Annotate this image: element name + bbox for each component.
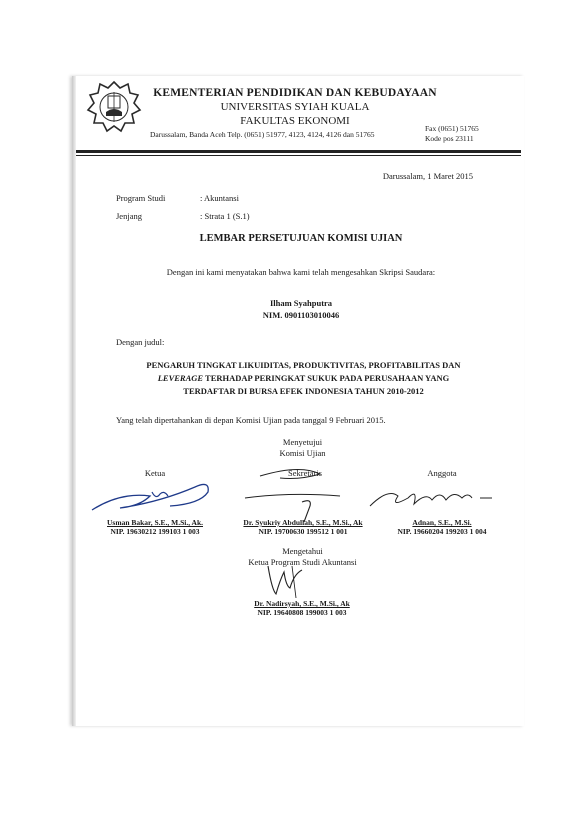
head-signature: [262, 560, 322, 600]
secretary-name: Dr. Syukriy Abdullah, S.E., M.Si., Ak: [243, 518, 363, 527]
chair-signature: [90, 472, 230, 517]
role-secretary: Sekretaris: [288, 468, 322, 478]
faculty-address: Darussalam, Banda Aceh Telp. (0651) 51977, 4123, 4124, 4126 dan 51765: [150, 130, 375, 139]
university-logo: [86, 78, 142, 140]
intro-statement: Dengan ini kami menyatakan bahwa kami telah mengesahkan Skripsi Saudara:: [166, 267, 436, 277]
thesis-title-leverage: LEVERAGE: [157, 373, 204, 383]
university-name: UNIVERSITAS SYIAH KUALA: [220, 101, 370, 113]
fax-postal-block: [425, 124, 520, 144]
thesis-title-line3: TERDAFTAR DI BURSA EFEK INDONESIA TAHUN 2010-2012: [183, 386, 424, 396]
letter-date: Darussalam, 1 Maret 2015: [382, 171, 473, 181]
committee-heading-approve: Menyetujui: [282, 437, 323, 447]
student-nim: NIM. 0901103010046: [262, 310, 340, 320]
approval-position: Ketua Program Studi Akuntansi: [248, 557, 357, 567]
letterhead-rule-thin: [76, 155, 521, 156]
field-value-program: : Akuntansi: [200, 193, 239, 203]
field-label-program: Program Studi: [116, 193, 166, 203]
ministry-name: KEMENTERIAN PENDIDIKAN DAN KEBUDAYAAN: [153, 87, 437, 99]
member-signature: [368, 478, 498, 513]
defense-statement: Yang telah dipertahankan di depan Komisi Ujian pada tanggal 9 Februari 2015.: [116, 415, 386, 425]
secretary-signature: [240, 462, 360, 522]
field-label-level: Jenjang: [116, 211, 142, 221]
secretary-nip: NIP. 19700630 199512 1 001: [258, 527, 348, 536]
role-chair: Ketua: [144, 468, 166, 478]
approval-heading: Mengetahui: [282, 546, 323, 556]
role-member: Anggota: [427, 468, 457, 478]
letterhead-rule-thick: [76, 150, 521, 153]
head-name: Dr. Nadirsyah, S.E., M.Si., Ak: [254, 599, 350, 608]
thesis-label: Dengan judul:: [116, 337, 165, 347]
faculty-name: FAKULTAS EKONOMI: [240, 115, 350, 127]
thesis-title-line2-rest: TERHADAP PERINGKAT SUKUK PADA PERUSAHAAN YANG: [203, 373, 450, 383]
chair-nip: NIP. 19630212 199103 1 003: [110, 527, 200, 536]
postal-code: Kode pos 23111: [425, 134, 474, 143]
thesis-title-line2: [116, 372, 491, 385]
scan-edge: [72, 76, 76, 726]
member-name: Adnan, S.E., M.Si.: [412, 518, 472, 527]
head-nip: NIP. 19640808 199003 1 003: [257, 608, 347, 617]
chair-name: Usman Bakar, S.E., M.Si., Ak.: [107, 518, 203, 527]
student-name: Ilham Syahputra: [269, 298, 333, 308]
member-nip: NIP. 19660204 199203 1 004: [397, 527, 487, 536]
field-value-level: : Strata 1 (S.1): [200, 211, 250, 221]
document-title: LEMBAR PERSETUJUAN KOMISI UJIAN: [199, 233, 403, 244]
fax-number: Fax (0651) 51765: [425, 124, 479, 133]
thesis-title-line1: PENGARUH TINGKAT LIKUIDITAS, PRODUKTIVITAS, PROFITABILITAS DAN: [146, 360, 461, 370]
thesis-title: [116, 359, 491, 398]
committee-heading: Komisi Ujian: [279, 448, 326, 458]
